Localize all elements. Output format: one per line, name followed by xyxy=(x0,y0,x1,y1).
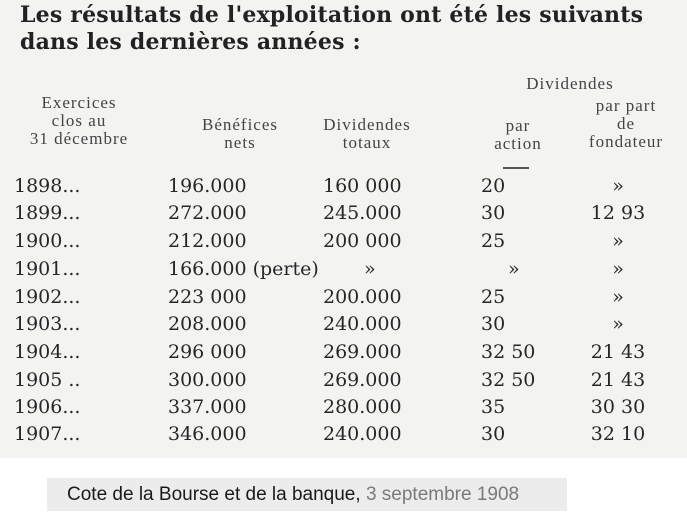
par-action-cell: 25 xyxy=(481,286,506,308)
caption-date: 3 septembre 1908 xyxy=(365,484,520,505)
header-line: action xyxy=(494,134,542,153)
table-row xyxy=(0,284,687,311)
benefices-cell: 212.000 xyxy=(168,230,247,252)
dividendes-cell: 200 000 xyxy=(323,230,402,252)
dividendes-cell: » xyxy=(364,258,376,280)
source-caption xyxy=(47,478,567,511)
header-dividendes-group xyxy=(500,75,640,93)
year-cell: 1906... xyxy=(14,396,81,418)
header-par-action xyxy=(478,117,558,153)
par-action-cell: 30 xyxy=(481,313,506,335)
dividendes-cell: 160 000 xyxy=(323,175,402,197)
benefices-cell: 196.000 xyxy=(168,175,247,197)
year-cell: 1900... xyxy=(14,230,81,252)
benefices-cell: 223 000 xyxy=(168,286,247,308)
year-cell: 1905 .. xyxy=(14,369,81,391)
header-line: fondateur xyxy=(588,132,664,151)
table-row xyxy=(0,228,687,255)
benefices-cell: 208.000 xyxy=(168,313,247,335)
year-cell: 1901... xyxy=(14,258,81,280)
par-part-cell: » xyxy=(612,313,624,335)
header-rule xyxy=(503,167,529,169)
table-row xyxy=(0,256,687,283)
table-row xyxy=(0,339,687,366)
intro-text xyxy=(20,2,680,56)
table-row xyxy=(0,367,687,394)
benefices-cell: 296 000 xyxy=(168,341,247,363)
year-cell: 1904... xyxy=(14,341,81,363)
year-cell: 1898... xyxy=(14,175,81,197)
intro-line: Les résultats de l'exploitation ont été les suivants xyxy=(20,2,644,28)
header-par-part xyxy=(570,97,682,151)
par-part-cell: 30 30 xyxy=(590,396,646,418)
header-line: par xyxy=(505,116,531,135)
par-part-cell: 32 10 xyxy=(590,423,646,445)
par-part-cell: » xyxy=(612,286,624,308)
year-cell: 1902... xyxy=(14,286,81,308)
year-cell: 1903... xyxy=(14,313,81,335)
header-line: Exercices xyxy=(41,93,117,112)
header-line: clos au xyxy=(51,111,107,130)
table-row xyxy=(0,173,687,200)
dividendes-cell: 269.000 xyxy=(323,341,402,363)
benefices-cell: 337.000 xyxy=(168,396,247,418)
table-row xyxy=(0,421,687,448)
par-action-cell: 25 xyxy=(481,230,506,252)
header-line: Bénéfices xyxy=(201,115,279,134)
par-action-cell: » xyxy=(508,258,520,280)
dividendes-cell: 200.000 xyxy=(323,286,402,308)
par-action-cell: 32 50 xyxy=(481,369,536,391)
header-line: Dividendes xyxy=(323,115,411,134)
intro-line: dans les dernières années : xyxy=(20,29,361,55)
par-part-cell: 12 93 xyxy=(590,202,646,224)
par-part-cell: » xyxy=(612,175,624,197)
par-action-cell: 30 xyxy=(481,202,506,224)
dividendes-cell: 280.000 xyxy=(323,396,402,418)
par-part-cell: » xyxy=(612,230,624,252)
header-line: totaux xyxy=(342,133,392,152)
header-line: 31 décembre xyxy=(29,129,129,148)
year-cell: 1907... xyxy=(14,423,81,445)
par-part-cell: 21 43 xyxy=(590,369,646,391)
header-line: Dividendes xyxy=(526,74,614,93)
header-dividendes-totaux xyxy=(305,116,429,152)
par-action-cell: 35 xyxy=(481,396,506,418)
dividendes-cell: 240.000 xyxy=(323,423,402,445)
table-row xyxy=(0,394,687,421)
dividendes-cell: 269.000 xyxy=(323,369,402,391)
par-action-cell: 20 xyxy=(481,175,506,197)
par-part-cell: 21 43 xyxy=(590,341,646,363)
par-part-cell: » xyxy=(612,258,624,280)
par-action-cell: 32 50 xyxy=(481,341,536,363)
benefices-cell: 300.000 xyxy=(168,369,247,391)
benefices-cell: 346.000 xyxy=(168,423,247,445)
par-action-cell: 30 xyxy=(481,423,506,445)
caption-source: Cote de la Bourse et de la banque, xyxy=(67,484,361,505)
header-line: nets xyxy=(224,133,256,152)
header-benefices xyxy=(185,116,295,152)
year-cell: 1899... xyxy=(14,202,81,224)
table-row xyxy=(0,311,687,338)
header-exercices xyxy=(14,94,144,148)
dividendes-cell: 240.000 xyxy=(323,313,402,335)
table-row xyxy=(0,200,687,227)
benefices-cell: 272.000 xyxy=(168,202,247,224)
dividendes-cell: 245.000 xyxy=(323,202,402,224)
benefices-cell: 166.000 (perte) xyxy=(168,258,319,280)
header-line: par part xyxy=(595,96,657,115)
header-line: de xyxy=(616,114,636,133)
